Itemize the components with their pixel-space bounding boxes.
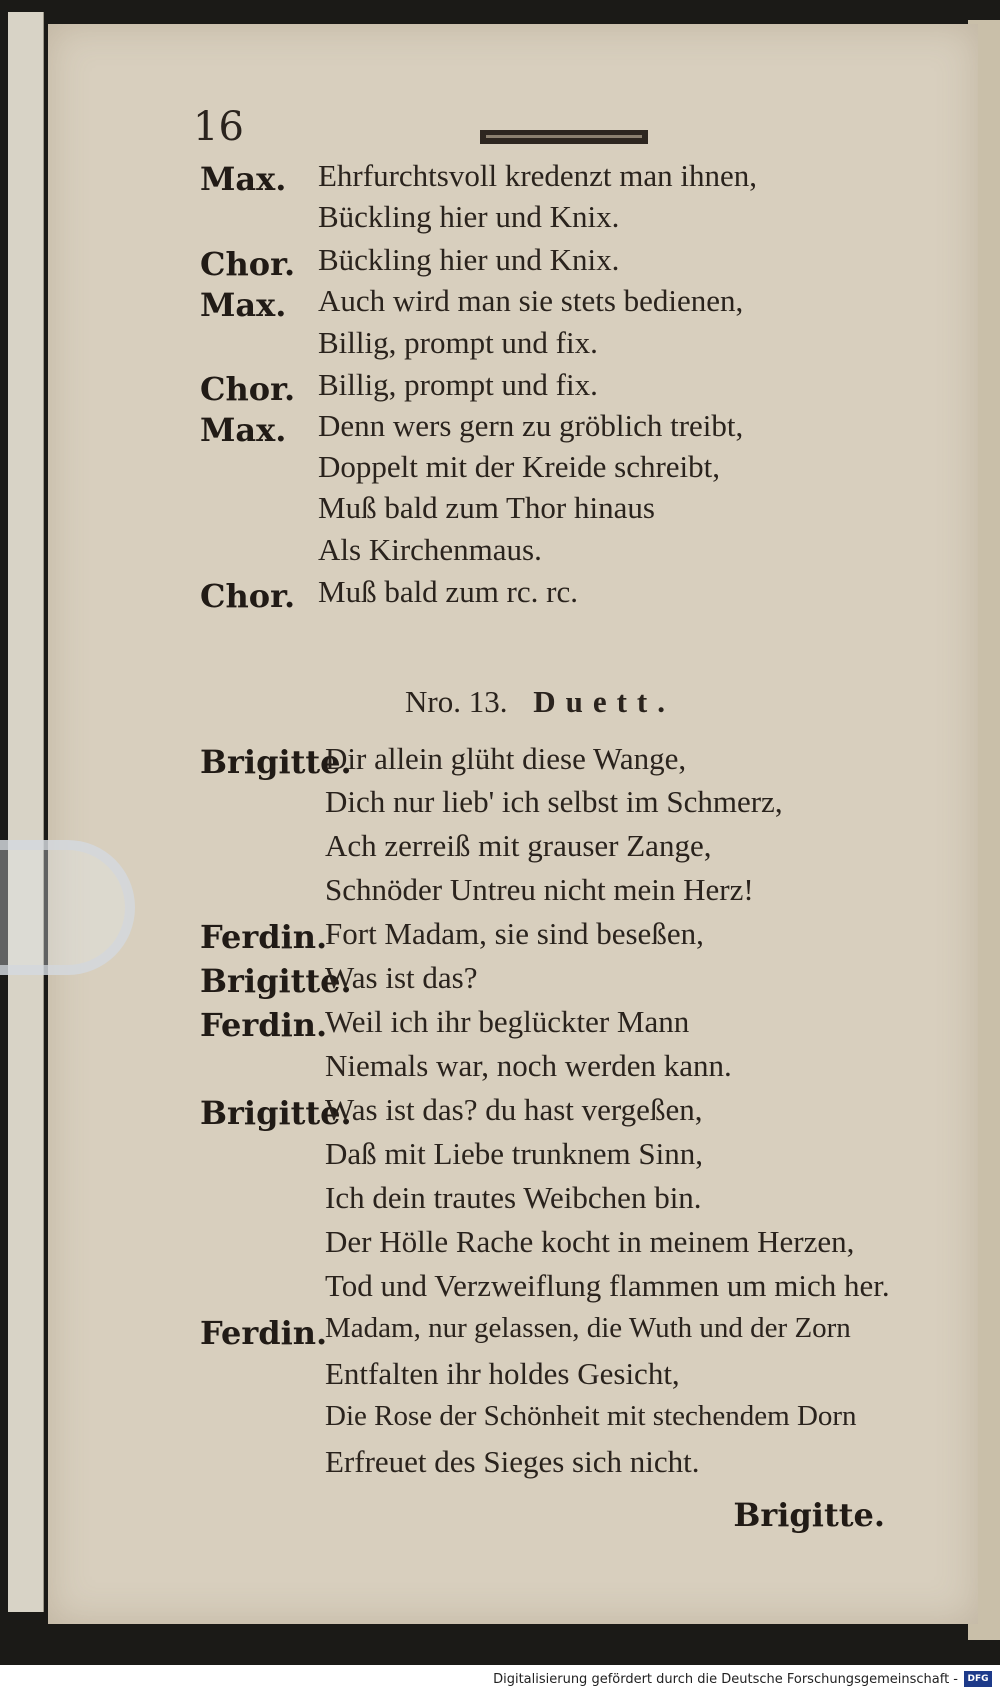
verse-line: Denn wers gern zu gröblich treibt, (318, 408, 744, 443)
speaker-label: Ferdin. (200, 918, 328, 956)
verse-line: Dir allein glüht diese Wange, (325, 741, 687, 776)
verse-line: Tod und Verzweiflung flammen um mich her. (325, 1268, 890, 1303)
verse-line: Bückling hier und Knix. (318, 242, 620, 277)
digitization-footer (0, 1665, 1000, 1695)
verse-line: Schnöder Untreu nicht mein Herz! (325, 872, 754, 907)
verse-line: Erfreuet des Sieges sich nicht. (325, 1444, 700, 1479)
verse-line: Ich dein trautes Weibchen bin. (325, 1180, 702, 1215)
speaker-label: Brigitte. (200, 743, 352, 781)
verse-line: Der Hölle Rache kocht in meinem Herzen, (325, 1224, 855, 1259)
speaker-label: Max. (200, 160, 287, 198)
section-number: Nro. 13. (405, 684, 508, 719)
verse-line: Entfalten ihr holdes Gesicht, (325, 1356, 680, 1391)
verse-line: Muß bald zum rc. rc. (318, 574, 578, 609)
speaker-label: Brigitte. (200, 1094, 352, 1132)
header-rule-ornament (480, 130, 648, 144)
verse-line: Auch wird man sie stets bedienen, (318, 283, 744, 318)
speaker-label: Brigitte. (200, 962, 352, 1000)
verse-line: Daß mit Liebe trunknem Sinn, (325, 1136, 703, 1171)
verse-line: Was ist das? (325, 960, 478, 995)
speaker-label: Chor. (200, 370, 296, 408)
underlying-page-edge (8, 12, 44, 1612)
verse-line: Die Rose der Schönheit mit stechendem Dorn (325, 1400, 857, 1432)
verse-line: Als Kirchenmaus. (318, 532, 542, 567)
verse-line: Doppelt mit der Kreide schreibt, (318, 449, 721, 484)
verse-line: Madam, nur gelassen, die Wuth und der Zorn (325, 1312, 851, 1344)
verse-line: Ach zerreiß mit grauser Zange, (325, 828, 712, 863)
verse-line: Muß bald zum Thor hinaus (318, 490, 655, 525)
page-number: 16 (193, 104, 244, 150)
verse-line: Niemals war, noch werden kann. (325, 1048, 732, 1083)
page-clip (0, 840, 135, 975)
verse-line: Bückling hier und Knix. (318, 199, 620, 234)
verse-line: Billig, prompt und fix. (318, 367, 598, 402)
speaker-label: Ferdin. (200, 1006, 328, 1044)
section-heading (405, 684, 675, 720)
section-title: Duett. (533, 684, 676, 719)
funding-credit: Digitalisierung gefördert durch die Deutsche Forschungsgemeinschaft - (493, 1672, 958, 1687)
verse-line: Weil ich ihr beglückter Mann (325, 1004, 690, 1039)
verse-line: Fort Madam, sie sind beseßen, (325, 916, 704, 951)
verse-line: Billig, prompt und fix. (318, 325, 598, 360)
page-header (193, 104, 713, 164)
speaker-label: Ferdin. (200, 1314, 328, 1352)
dfg-logo-icon: DFG (964, 1671, 992, 1687)
speaker-label: Chor. (200, 245, 296, 283)
speaker-label: Chor. (200, 577, 296, 615)
catchword: Brigitte. (733, 1496, 885, 1534)
verse-line: Ehrfurchtsvoll kredenzt man ihnen, (318, 158, 758, 193)
speaker-label: Max. (200, 411, 287, 449)
verse-line: Dich nur lieb' ich selbst im Schmerz, (325, 784, 783, 819)
speaker-label: Max. (200, 286, 287, 324)
verse-line: Was ist das? du hast vergeßen, (325, 1092, 703, 1127)
